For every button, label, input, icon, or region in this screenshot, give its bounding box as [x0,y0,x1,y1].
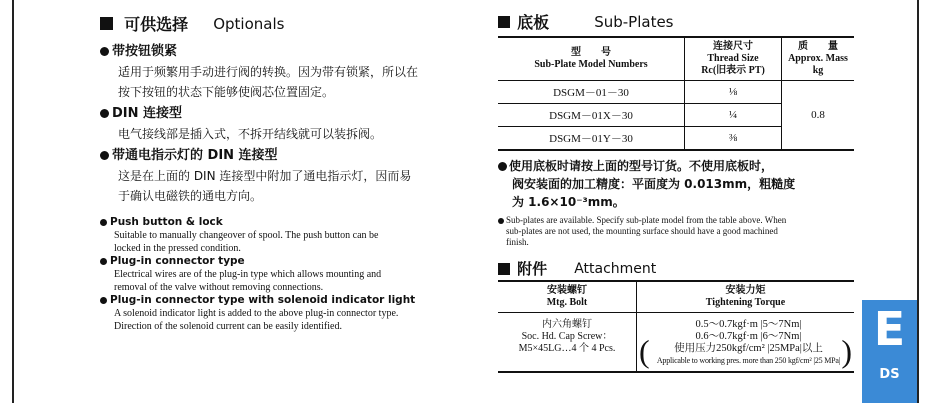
bolt-line: 内六角螺钉 [542,319,592,330]
option-desc-line: Direction of the solenoid current can be easily identified. [114,320,342,332]
subplates-title-zh: 底板 [517,13,550,32]
bullet-icon [100,151,109,160]
table-row [498,313,854,373]
left-border-line [12,0,14,403]
bullet-icon [100,47,109,56]
col-header-model-zh: 型 号 [571,47,611,58]
option-desc-line: 按下按钮的状态下能够使阀芯位置固定。 [118,85,335,99]
subplates-heading [498,10,853,36]
thread-cell: ⅜ [685,127,782,151]
subplates-title-en: Sub-Plates [594,12,674,31]
note-line: 使用底板时请按上面的型号订货。不使用底板时， [509,159,774,173]
col-header-mass-en: Approx. Mass [788,53,848,64]
optionals-title-en: Optionals [213,14,285,33]
option-item-zh [100,104,470,144]
section-tab-e [862,300,917,403]
subplates-section [498,10,853,373]
thread-cell: ¼ [685,104,782,127]
torque-line: 0.5～0.7kgf·m |5～7Nm| [695,319,802,330]
option-desc-line: 电气接线部是插入式，不拆开结线就可以装拆阀。 [118,127,383,141]
model-cell: DSGM－01－30 [498,81,685,104]
attachment-heading [498,258,853,280]
section-sub: DS [879,367,900,382]
option-desc-line: Suitable to manually changeover of spool. The push button can be [114,230,379,241]
col-header-thread-en: Thread Size [707,53,759,64]
note-line: Sub-plates are available. Specify sub-plate model from the table above. When [506,215,787,225]
col-header-torque-zh: 安装力矩 [725,285,766,296]
torque-line: 0.6～0.7kgf·m |6～7Nm| [695,331,802,342]
bullet-icon [100,109,109,118]
subplates-note-zh [498,157,853,211]
note-line: sub-plates are not used, the mounting surface should have a good machined [506,226,778,236]
bullet-icon [100,258,107,265]
option-title: DIN 连接型 [112,106,183,121]
table-row [498,81,854,104]
black-square-icon [100,17,113,30]
note-line: 为 1.6×10⁻³mm。 [512,195,625,209]
torque-cell [637,313,855,373]
option-item-en [100,294,470,333]
option-title: 带通电指示灯的 DIN 连接型 [112,148,278,163]
note-line: 阀安装面的加工精度：平面度为 0.013mm，粗糙度 [512,177,796,191]
note-line: finish. [506,237,529,247]
subplates-table [498,36,854,151]
optionals-title-zh: 可供选择 [124,15,189,34]
bullet-icon [100,219,107,226]
option-item-zh [100,146,470,206]
bolt-line: M5×45LG…4 个 4 Pcs. [518,343,616,354]
col-header-mass-unit: kg [812,65,824,76]
option-item-en [100,255,470,294]
model-cell: DSGM－01Y－30 [498,127,685,151]
attachment-title-en: Attachment [574,260,657,277]
col-header-model-en: Sub-Plate Model Numbers [534,59,648,70]
option-desc-line: locked in the pressed condition. [114,242,241,254]
col-header-bolt-en: Mtg. Bolt [546,297,588,308]
black-square-icon [498,16,510,28]
optionals-heading [100,12,470,40]
bullet-icon [498,218,504,224]
left-paren-icon: ( [639,333,650,369]
torque-note: Applicable to working pres. more than 250 kgf/cm² |25 MPa| [656,356,841,365]
option-title: Push button & lock [110,216,223,228]
section-letter: E [873,302,906,356]
attachment-table [498,280,854,373]
torque-line: 使用压力250kgf/cm² |25MPa|以上 [674,343,823,354]
right-border-line [917,0,919,403]
col-header-bolt-zh: 安装螺钉 [547,285,587,296]
subplates-note-en [498,215,853,248]
bullet-icon [498,162,507,171]
option-item-en [100,216,470,255]
col-header-thread-en2: Rc(旧表示 PT) [701,65,765,76]
option-item-zh [100,42,470,102]
option-desc-line: 这是在上面的 DIN 连接型中附加了通电指示灯，因而易 [118,169,412,183]
option-desc-line: A solenoid indicator light is added to the above plug-in connector type. [114,308,399,319]
col-header-torque-en: Tightening Torque [705,297,786,308]
mass-cell: 0.8 [782,81,855,151]
right-paren-icon: ) [841,333,852,369]
option-desc-line: 适用于频繁用手动进行阀的转换。因为带有锁紧，所以在 [118,65,419,79]
thread-cell: ⅛ [685,81,782,104]
col-header-thread-zh: 连接尺寸 [713,41,753,52]
bolt-cell [498,313,637,373]
option-title: Plug-in connector type [110,255,245,267]
bullet-icon [100,297,107,304]
black-square-icon [498,263,510,275]
option-title: 带按钮锁紧 [112,44,178,59]
attachment-title-zh: 附件 [517,260,548,278]
col-header-mass-zh: 质 量 [798,41,838,52]
option-desc-line: removal of the valve without removing connections. [114,281,324,293]
optionals-section [100,12,470,333]
bolt-line: Soc. Hd. Cap Screw： [521,331,613,342]
model-cell: DSGM－01X－30 [498,104,685,127]
option-desc-line: 于确认电磁铁的通电方向。 [118,189,263,203]
option-title: Plug-in connector type with solenoid indicator light [110,294,416,306]
option-desc-line: Electrical wires are of the plug-in type which allows mounting and [114,269,382,280]
